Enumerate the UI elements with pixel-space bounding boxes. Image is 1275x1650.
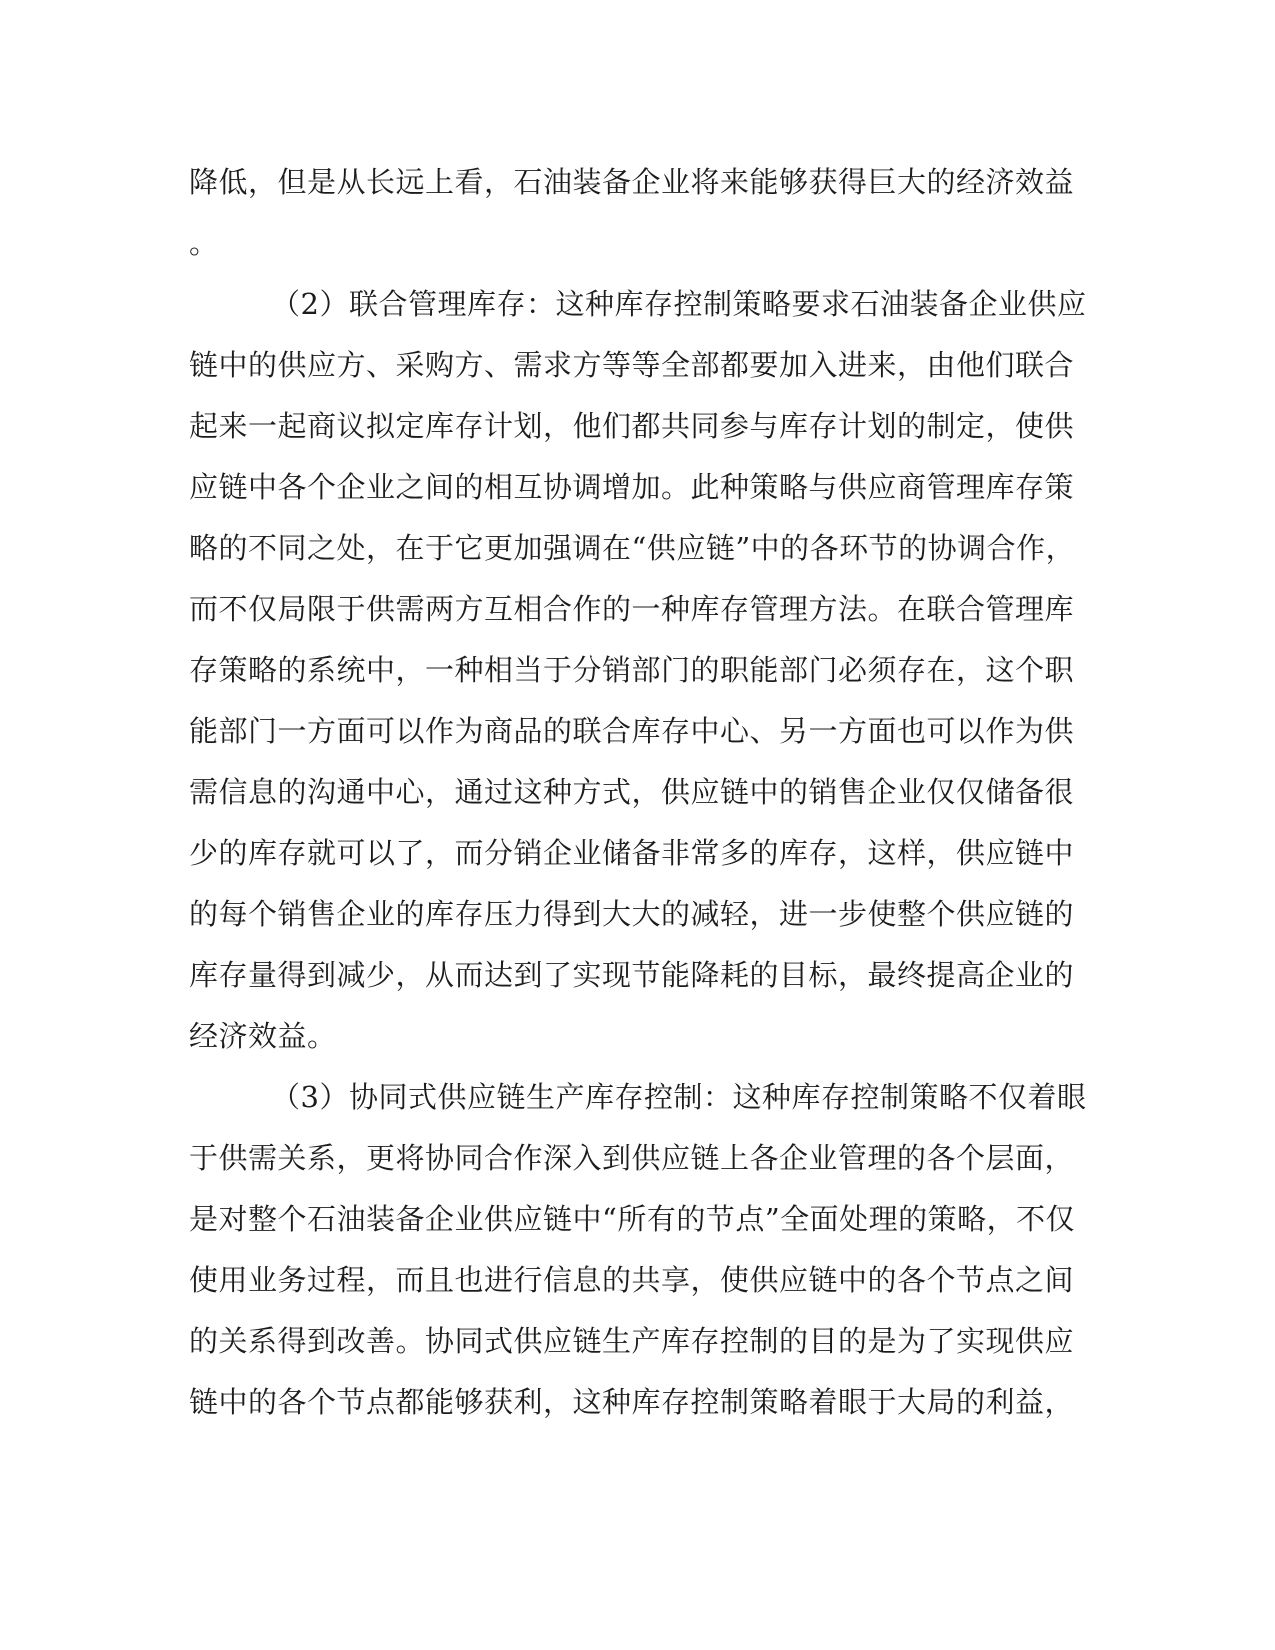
text-line: 能部门一方面可以作为商品的联合库存中心、另一方面也可以作为供 xyxy=(189,714,1075,748)
text-line: 少的库存就可以了，而分销企业储备非常多的库存，这样，供应链中 xyxy=(189,836,1075,870)
text-line: 应链中各个企业之间的相互协调增加。此种策略与供应商管理库存策 xyxy=(189,470,1075,504)
text-line: 链中的各个节点都能够获利，这种库存控制策略着眼于大局的利益， xyxy=(189,1385,1075,1419)
text-line: 。 xyxy=(189,226,219,260)
text-line: （3）协同式供应链生产库存控制：这种库存控制策略不仅着眼 xyxy=(271,1080,1087,1114)
text-line: 略的不同之处，在于它更加强调在“供应链”中的各环节的协调合作， xyxy=(189,531,1076,565)
text-line: 起来一起商议拟定库存计划，他们都共同参与库存计划的制定，使供 xyxy=(189,409,1075,443)
text-line: 是对整个石油装备企业供应链中“所有的节点”全面处理的策略，不仅 xyxy=(189,1202,1076,1236)
text-line: 于供需关系，更将协同合作深入到供应链上各企业管理的各个层面， xyxy=(189,1141,1075,1175)
text-line: 的关系得到改善。协同式供应链生产库存控制的目的是为了实现供应 xyxy=(189,1324,1075,1358)
text-line: 降低，但是从长远上看，石油装备企业将来能够获得巨大的经济效益 xyxy=(189,165,1075,199)
text-line: 使用业务过程，而且也进行信息的共享，使供应链中的各个节点之间 xyxy=(189,1263,1075,1297)
text-line: 需信息的沟通中心，通过这种方式，供应链中的销售企业仅仅储备很 xyxy=(189,775,1075,809)
body-text xyxy=(189,152,1087,1433)
text-line: 经济效益。 xyxy=(189,1019,337,1053)
text-line: 而不仅局限于供需两方互相合作的一种库存管理方法。在联合管理库 xyxy=(189,592,1075,626)
text-line: 库存量得到减少，从而达到了实现节能降耗的目标，最终提高企业的 xyxy=(189,958,1075,992)
text-line: （2）联合管理库存：这种库存控制策略要求石油装备企业供应 xyxy=(271,287,1087,321)
text-line: 链中的供应方、采购方、需求方等等全部都要加入进来，由他们联合 xyxy=(189,348,1075,382)
text-line: 的每个销售企业的库存压力得到大大的减轻，进一步使整个供应链的 xyxy=(189,897,1075,931)
text-line: 存策略的系统中，一种相当于分销部门的职能部门必须存在，这个职 xyxy=(189,653,1075,687)
